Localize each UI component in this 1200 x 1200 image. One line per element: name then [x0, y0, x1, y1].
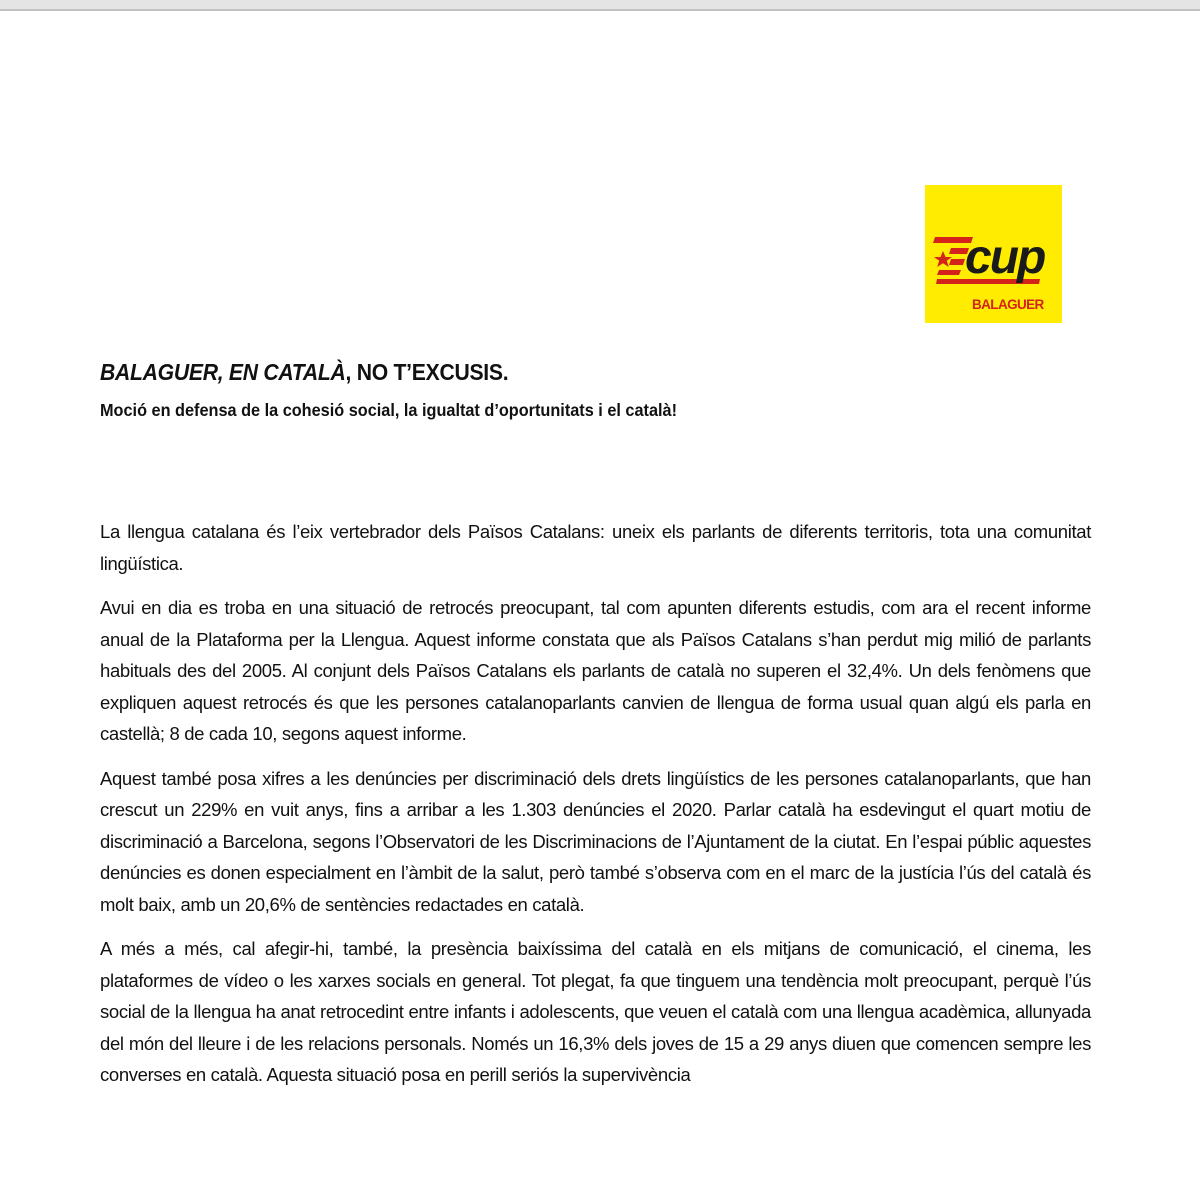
document-page [0, 11, 1200, 1200]
document-title [100, 359, 508, 386]
logo-location-text: BALAGUER [972, 297, 1044, 312]
title-italic-part: BALAGUER, EN CATALÀ [100, 359, 346, 385]
cup-balaguer-logo [925, 185, 1062, 323]
paragraph-3: Aquest també posa xifres a les denúncies per discriminació dels drets lingüístics de les persones catalanoparlants, que han crescut un 229% en vuit anys, fins a arribar a les 1.303 denúncies el 2020. Parlar català ha esdevingut el quart motiu de discriminació a Barcelona, segons l’Observatori de les Discriminacions de l’Ajuntament de la ciutat. En l’espai públic aquestes denúncies es donen especialment en l’àmbit de la salut, però també s’observa com en el marc de la justícia l’ús del català és molt baix, amb un 20,6% de sentències redactades en català. [100, 767, 1091, 915]
logo-brand-text: cup [965, 231, 1045, 284]
paragraph-4: A més a més, cal afegir-hi, també, la presència baixíssima del català en els mitjans de comunicació, el cinema, les plataformes de vídeo o les xarxes socials en general. Tot plegat, fa que tinguem una tendència molt preocupant, perquè l’ús social de la llengua ha anat retrocedint entre infants i adolescents, que veuen el català com una llengua acadèmica, allunyada del món del lleure i de les relacions personals. Només un 16,3% dels joves de 15 a 29 anys diuen que comencen sempre les converses en català. Aquesta situació posa en perill seriós la supervivència [100, 938, 1091, 1085]
paragraph-1: La llengua catalana és l’eix vertebrador dels Països Catalans: uneix els parlants de diferents territoris, tota una comunitat lingüística. [100, 521, 1091, 574]
title-rest-part: , NO T’EXCUSIS. [345, 359, 509, 385]
paragraph-2: Avui en dia es troba en una situació de retrocés preocupant, tal com apunten diferents estudis, com ara el recent informe anual de la Plataforma per la Llengua. Aquest informe constata que als Països Catalans s’han perdut mig milió de parlants habituals des del 2005. Al conjunt dels Països Catalans els parlants de català no superen el 32,4%. Un dels fenòmens que expliquen aquest retrocés és que les persones catalanoparlants canvien de llengua de forma usual quan algú els parla en castellà; 8 de cada 10, segons aquest informe. [100, 597, 1091, 744]
viewer-toolbar [0, 0, 1200, 11]
document-subtitle: Moció en defensa de la cohesió social, la igualtat d’oportunitats i el català! [100, 400, 677, 420]
logo-graphic [925, 185, 1062, 323]
document-body [100, 516, 1091, 1104]
